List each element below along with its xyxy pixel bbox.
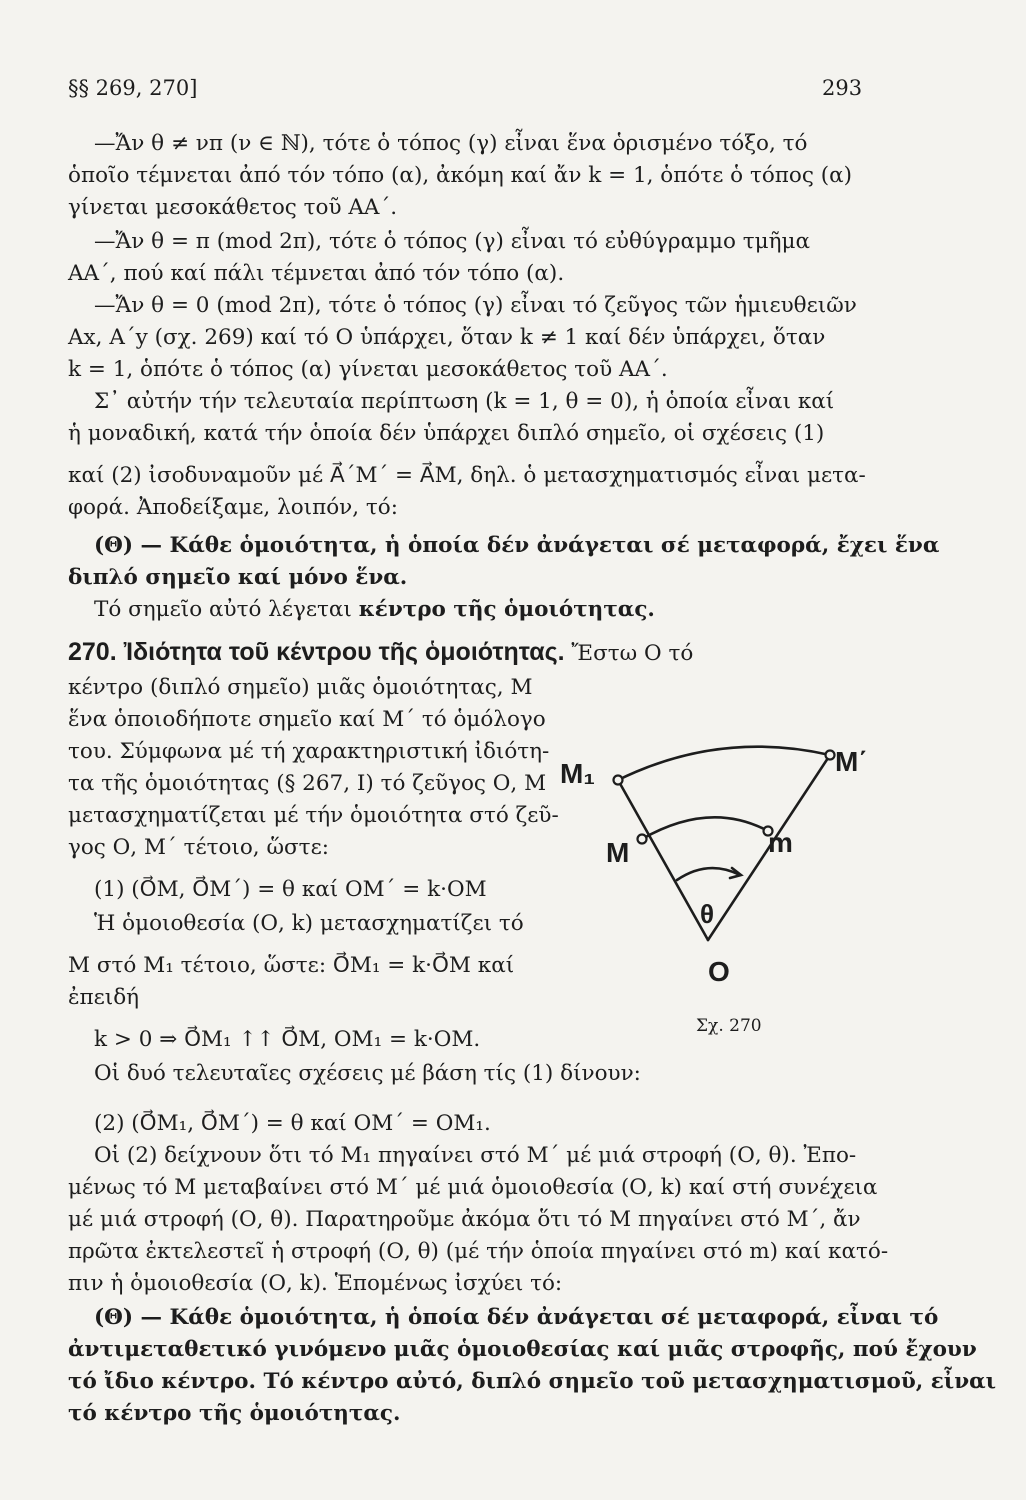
definition-text: Τό σημεῖο αὐτό λέγεται [94,597,359,622]
text-line: Μ στό Μ₁ τέτοιο, ὥστε: O⃗M₁ = k·O⃗M καί [68,953,515,978]
center-definition [94,594,863,626]
text-line: τα τῆς ὁμοιότητας (§ 267, Ι) τό ζεῦγος Ο, Μ [68,771,547,796]
text-line: μένως τό Μ μεταβαίνει στό Μ΄ μέ μιά ὁμοιοθεσία (Ο, k) καί στή συνέχεια [68,1175,878,1200]
figure-caption: Σχ. 270 [696,1016,762,1036]
theorem-line: τό ἴδιο κέντρο. Τό κέντρο αὐτό, διπλό σημεῖο τοῦ μετασχηματισμοῦ, εἶναι [68,1369,997,1394]
text-line: ἕνα ὁποιοδήποτε σημεῖο καί Μ΄ τό ὁμόλογο [68,707,546,732]
text-line: —Ἄν θ ≠ νπ (ν ∈ ℕ), τότε ὁ τόπος (γ) εἶναι ἕνα ὁρισμένο τόξο, τό [94,131,808,156]
text-line: Αx, Α΄y (σχ. 269) καί τό Ο ὑπάρχει, ὅταν k ≠ 1 καί δέν ὑπάρχει, ὅταν [68,325,826,350]
text-line: γος Ο, Μ΄ τέτοιο, ὥστε: [68,835,329,860]
label-mprime: M΄ [835,746,868,777]
theorem-line: (Θ) — Κάθε ὁμοιότητα, ἡ ὁποία δέν ἀνάγεται σέ μεταφορά, εἶναι τό [94,1305,939,1330]
text-line: καί (2) ἰσοδυναμοῦν μέ A⃗΄M΄ = A⃗M, δηλ. ὁ μετασχηματισμός εἶναι μετα- [68,463,866,488]
equation-1: (1) (O⃗M, O⃗M΄) = θ καί ΟΜ΄ = k·ΟΜ [94,877,487,902]
point-mprime [826,751,835,760]
text-line: Ἡ ὁμοιοθεσία (Ο, k) μετασχηματίζει τό [94,911,524,936]
text-line: —Ἄν θ = π (mod 2π), τότε ὁ τόπος (γ) εἶναι τό εὐθύγραμμο τμῆμα [94,229,810,254]
text-line: ἡ μοναδική, κατά τήν ὁποία δέν ὑπάρχει διπλό σημεῖο, οἱ σχέσεις (1) [68,421,825,446]
section-title: 270. Ἰδιότητα τοῦ κέντρου τῆς ὁμοιότητας. [68,638,565,666]
theorem-line: ἀντιμεταθετικό γινόμενο μιᾶς ὁμοιοθεσίας καί μιᾶς στροφῆς, πού ἔχουν [68,1337,977,1362]
text-line: Σ᾽ αὐτήν τήν τελευταία περίπτωση (k = 1, θ = 0), ἡ ὁποία εἶναι καί [94,389,835,414]
text-line: Οἱ (2) δείχνουν ὅτι τό Μ₁ πηγαίνει στό Μ΄ μέ μιά στροφή (Ο, θ). Ἐπο- [94,1143,857,1168]
outer-arc [618,747,830,780]
text-line: μέ μιά στροφή (Ο, θ). Παρατηροῦμε ἀκόμα ὅτι τό Μ πηγαίνει στό Μ΄, ἄν [68,1207,861,1232]
text-line: k = 1, ὁπότε ὁ τόπος (α) γίνεται μεσοκάθετος τοῦ ΑΑ΄. [68,357,668,382]
section-reference: §§ 269, 270] [68,76,198,100]
equation-2: (2) (O⃗M₁, O⃗M΄) = θ καί ΟΜ΄ = ΟΜ₁. [94,1111,491,1136]
text-line: φορά. Ἀποδείξαμε, λοιπόν, τό: [68,495,398,520]
text-line: ὁποῖο τέμνεται ἀπό τόν τόπο (α), ἀκόμη καί ἄν k = 1, ὁπότε ὁ τόπος (α) [68,163,853,188]
theorem-line: (Θ) — Κάθε ὁμοιότητα, ἡ ὁποία δέν ἀνάγεται σέ μεταφορά, ἔχει ἕνα [94,533,940,558]
inner-arc [642,817,768,839]
theorem-line: διπλό σημεῖο καί μόνο ἕνα. [68,565,408,590]
text-line: του. Σύμφωνα μέ τή χαρακτηριστική ἰδιότη- [68,739,550,764]
theorem-line: τό κέντρο τῆς ὁμοιότητας. [68,1401,401,1426]
text-line: πρῶτα ἐκτελεστεῖ ἡ στροφή (Ο, θ) (μέ τήν ὁποία πηγαίνει στό m) καί κατό- [68,1239,889,1264]
text-line: μετασχηματίζεται μέ τήν ὁμοιότητα στό ζεῦ- [68,803,559,828]
label-theta: θ [700,899,715,929]
text-line: —Ἄν θ = 0 (mod 2π), τότε ὁ τόπος (γ) εἶναι τό ζεῦγος τῶν ἡμιευθειῶν [94,293,857,318]
text-line: ἐπειδή [68,985,140,1010]
section-heading [68,636,868,670]
text-line: κέντρο (διπλό σημεῖο) μιᾶς ὁμοιότητας, Μ [68,675,533,700]
figure-270-diagram [560,735,870,1055]
label-m-small: m [768,827,793,858]
text-line: γίνεται μεσοκάθετος τοῦ ΑΑ΄. [68,195,398,220]
label-m: M [606,837,630,868]
page-number: 293 [822,76,863,100]
text-line: Οἱ δυό τελευταῖες σχέσεις μέ βάση τίς (1) δίνουν: [94,1061,641,1086]
text-line: πιν ἡ ὁμοιοθεσία (Ο, k). Ἑπομένως ἰσχύει τό: [68,1271,563,1296]
ray-o-m1 [618,780,708,940]
equation-implication: k > 0 ⇒ O⃗M₁ ↑↑ O⃗M, ΟΜ₁ = k·ΟΜ. [94,1027,481,1052]
text-line: ΑΑ΄, πού καί πάλι τέμνεται ἀπό τόν τόπο (α). [68,261,565,286]
section-intro-text: Ἔστω Ο τό [564,641,694,666]
label-m1: M₁ [560,758,595,789]
label-o: O [708,956,730,987]
definition-term: κέντρο τῆς ὁμοιότητας. [358,597,655,622]
point-m [638,835,647,844]
point-m1 [614,776,623,785]
